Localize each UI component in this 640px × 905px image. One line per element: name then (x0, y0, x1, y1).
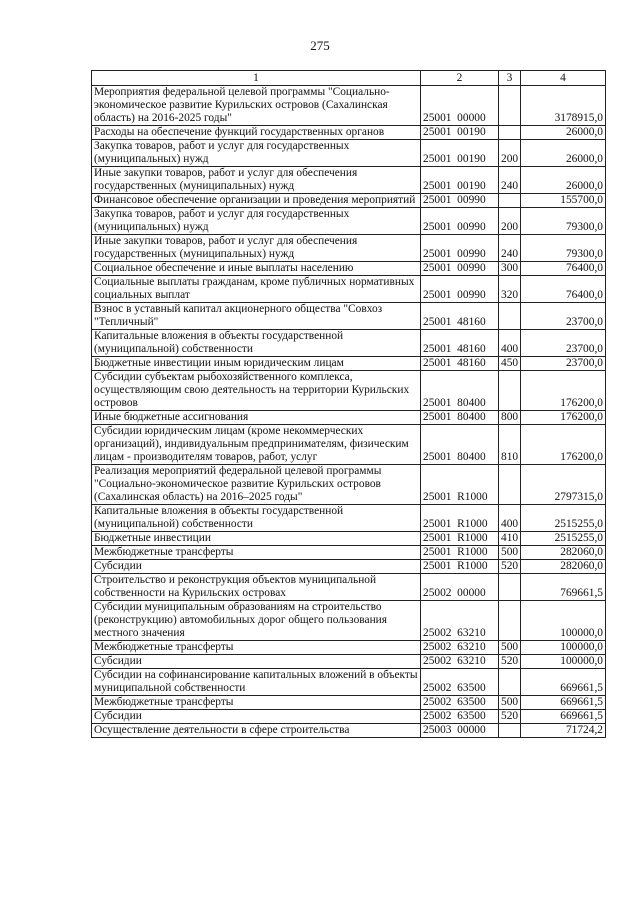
cell-name: Закупка товаров, работ и услуг для государственных (муниципальных) нужд (92, 208, 421, 235)
cell-name: Реализация мероприятий федеральной целевой программы "Социально-экономическое развитие Курильских островов (Сахалинская область) на 2016–2025 годы" (92, 465, 421, 505)
cell-name: Субсидии муниципальным образованиям на строительство (реконструкцию) автомобильных дорог общего пользования местного значения (92, 601, 421, 641)
cell-code: 25001 00990 (421, 276, 499, 303)
table-row (92, 276, 606, 303)
cell-name: Межбюджетные трансферты (92, 696, 421, 710)
cell-sum: 2515255,0 (521, 532, 606, 546)
cell-sum: 669661,5 (521, 696, 606, 710)
cell-sum: 76400,0 (521, 276, 606, 303)
table-row (92, 330, 606, 357)
cell-vr (499, 724, 521, 738)
column-header-vr: 3 (499, 71, 521, 86)
cell-code: 25002 63210 (421, 641, 499, 655)
table-row (92, 167, 606, 194)
cell-sum: 26000,0 (521, 126, 606, 140)
cell-name: Расходы на обеспечение функций государственных органов (92, 126, 421, 140)
page-number: 275 (310, 38, 330, 53)
cell-code: 25001 R1000 (421, 532, 499, 546)
cell-name: Социальное обеспечение и иные выплаты населению (92, 262, 421, 276)
table-row (92, 357, 606, 371)
table-row (92, 601, 606, 641)
cell-name: Строительство и реконструкция объектов муниципальной собственности на Курильских островах (92, 574, 421, 601)
cell-code: 25001 R1000 (421, 546, 499, 560)
cell-vr (499, 194, 521, 208)
table-row (92, 86, 606, 126)
table-row (92, 194, 606, 208)
cell-code: 25001 00190 (421, 167, 499, 194)
cell-sum: 79300,0 (521, 235, 606, 262)
cell-name: Социальные выплаты гражданам, кроме публичных нормативных социальных выплат (92, 276, 421, 303)
table-row (92, 710, 606, 724)
cell-vr: 240 (499, 235, 521, 262)
cell-name: Межбюджетные трансферты (92, 641, 421, 655)
cell-vr: 400 (499, 505, 521, 532)
column-header-name: 1 (92, 71, 421, 86)
cell-vr: 800 (499, 411, 521, 425)
cell-code: 25001 00190 (421, 140, 499, 167)
header-row (92, 71, 606, 86)
cell-sum: 26000,0 (521, 167, 606, 194)
table-row (92, 641, 606, 655)
cell-code: 25001 00990 (421, 194, 499, 208)
cell-name: Иные закупки товаров, работ и услуг для обеспечения государственных (муниципальных) нужд (92, 167, 421, 194)
table-row (92, 235, 606, 262)
cell-sum: 23700,0 (521, 357, 606, 371)
cell-code: 25001 48160 (421, 357, 499, 371)
cell-code: 25002 00000 (421, 574, 499, 601)
cell-vr: 520 (499, 655, 521, 669)
cell-name: Иные закупки товаров, работ и услуг для обеспечения государственных (муниципальных) нужд (92, 235, 421, 262)
cell-vr (499, 126, 521, 140)
cell-vr: 450 (499, 357, 521, 371)
cell-sum: 176200,0 (521, 371, 606, 411)
cell-code: 25001 00990 (421, 208, 499, 235)
cell-vr (499, 465, 521, 505)
table-row (92, 425, 606, 465)
cell-code: 25002 63500 (421, 710, 499, 724)
cell-name: Капитальные вложения в объекты государственной (муниципальной) собственности (92, 330, 421, 357)
cell-vr (499, 669, 521, 696)
table-row (92, 724, 606, 738)
cell-sum: 76400,0 (521, 262, 606, 276)
cell-code: 25001 R1000 (421, 465, 499, 505)
cell-vr: 200 (499, 208, 521, 235)
cell-sum: 769661,5 (521, 574, 606, 601)
table-row (92, 560, 606, 574)
cell-vr (499, 371, 521, 411)
cell-name: Бюджетные инвестиции (92, 532, 421, 546)
cell-vr: 500 (499, 696, 521, 710)
cell-code: 25002 63500 (421, 669, 499, 696)
table-row (92, 262, 606, 276)
cell-code: 25001 00990 (421, 262, 499, 276)
table-row (92, 465, 606, 505)
cell-name: Мероприятия федеральной целевой программы "Социально-экономическое развитие Курильских островов (Сахалинская область) на 2016-2025 годы" (92, 86, 421, 126)
cell-vr: 320 (499, 276, 521, 303)
cell-name: Взнос в уставный капитал акционерного общества "Совхоз "Тепличный" (92, 303, 421, 330)
cell-vr: 520 (499, 560, 521, 574)
cell-sum: 155700,0 (521, 194, 606, 208)
cell-name: Капитальные вложения в объекты государственной (муниципальной) собственности (92, 505, 421, 532)
column-header-code: 2 (421, 71, 499, 86)
cell-name: Субсидии юридическим лицам (кроме некоммерческих организаций), индивидуальным предпринимателям, физическим лицам - производителям товаров, работ, услуг (92, 425, 421, 465)
cell-vr: 200 (499, 140, 521, 167)
cell-sum: 23700,0 (521, 303, 606, 330)
cell-vr (499, 303, 521, 330)
cell-sum: 282060,0 (521, 546, 606, 560)
cell-vr: 810 (499, 425, 521, 465)
cell-code: 25001 48160 (421, 330, 499, 357)
cell-code: 25001 R1000 (421, 505, 499, 532)
table-row (92, 669, 606, 696)
cell-code: 25002 63500 (421, 696, 499, 710)
table-row (92, 371, 606, 411)
cell-sum: 71724,2 (521, 724, 606, 738)
table-row (92, 411, 606, 425)
cell-code: 25001 00000 (421, 86, 499, 126)
table-row (92, 655, 606, 669)
cell-sum: 176200,0 (521, 425, 606, 465)
budget-table (91, 70, 606, 738)
cell-vr: 410 (499, 532, 521, 546)
cell-sum: 176200,0 (521, 411, 606, 425)
table-row (92, 574, 606, 601)
cell-code: 25002 63210 (421, 601, 499, 641)
cell-vr: 520 (499, 710, 521, 724)
cell-code: 25001 80400 (421, 371, 499, 411)
cell-code: 25001 00990 (421, 235, 499, 262)
cell-code: 25003 00000 (421, 724, 499, 738)
cell-code: 25001 80400 (421, 425, 499, 465)
cell-code: 25001 R1000 (421, 560, 499, 574)
cell-name: Закупка товаров, работ и услуг для государственных (муниципальных) нужд (92, 140, 421, 167)
cell-sum: 669661,5 (521, 669, 606, 696)
cell-vr: 300 (499, 262, 521, 276)
cell-vr: 400 (499, 330, 521, 357)
cell-code: 25002 63210 (421, 655, 499, 669)
cell-vr (499, 86, 521, 126)
cell-sum: 23700,0 (521, 330, 606, 357)
cell-sum: 100000,0 (521, 641, 606, 655)
cell-vr (499, 574, 521, 601)
cell-sum: 100000,0 (521, 601, 606, 641)
cell-sum: 2515255,0 (521, 505, 606, 532)
table-row (92, 140, 606, 167)
cell-name: Межбюджетные трансферты (92, 546, 421, 560)
cell-name: Финансовое обеспечение организации и проведения мероприятий (92, 194, 421, 208)
cell-name: Бюджетные инвестиции иным юридическим лицам (92, 357, 421, 371)
cell-sum: 79300,0 (521, 208, 606, 235)
cell-name: Иные бюджетные ассигнования (92, 411, 421, 425)
table-row (92, 303, 606, 330)
cell-name: Субсидии субъектам рыбохозяйственного комплекса, осуществляющим свою деятельность на территории Курильских островов (92, 371, 421, 411)
cell-code: 25001 80400 (421, 411, 499, 425)
cell-sum: 100000,0 (521, 655, 606, 669)
cell-sum: 282060,0 (521, 560, 606, 574)
cell-sum: 26000,0 (521, 140, 606, 167)
table-row (92, 532, 606, 546)
column-header-sum: 4 (521, 71, 606, 86)
cell-name: Субсидии (92, 560, 421, 574)
cell-name: Субсидии (92, 655, 421, 669)
cell-name: Осуществление деятельности в сфере строительства (92, 724, 421, 738)
cell-sum: 669661,5 (521, 710, 606, 724)
cell-vr: 240 (499, 167, 521, 194)
table-row (92, 546, 606, 560)
cell-sum: 3178915,0 (521, 86, 606, 126)
cell-vr: 500 (499, 546, 521, 560)
table-row (92, 696, 606, 710)
cell-sum: 2797315,0 (521, 465, 606, 505)
table-row (92, 208, 606, 235)
table-row (92, 505, 606, 532)
cell-vr (499, 601, 521, 641)
table-row (92, 126, 606, 140)
cell-vr: 500 (499, 641, 521, 655)
cell-name: Субсидии на софинансирование капитальных вложений в объекты муниципальной собственности (92, 669, 421, 696)
cell-name: Субсидии (92, 710, 421, 724)
cell-code: 25001 48160 (421, 303, 499, 330)
cell-code: 25001 00190 (421, 126, 499, 140)
